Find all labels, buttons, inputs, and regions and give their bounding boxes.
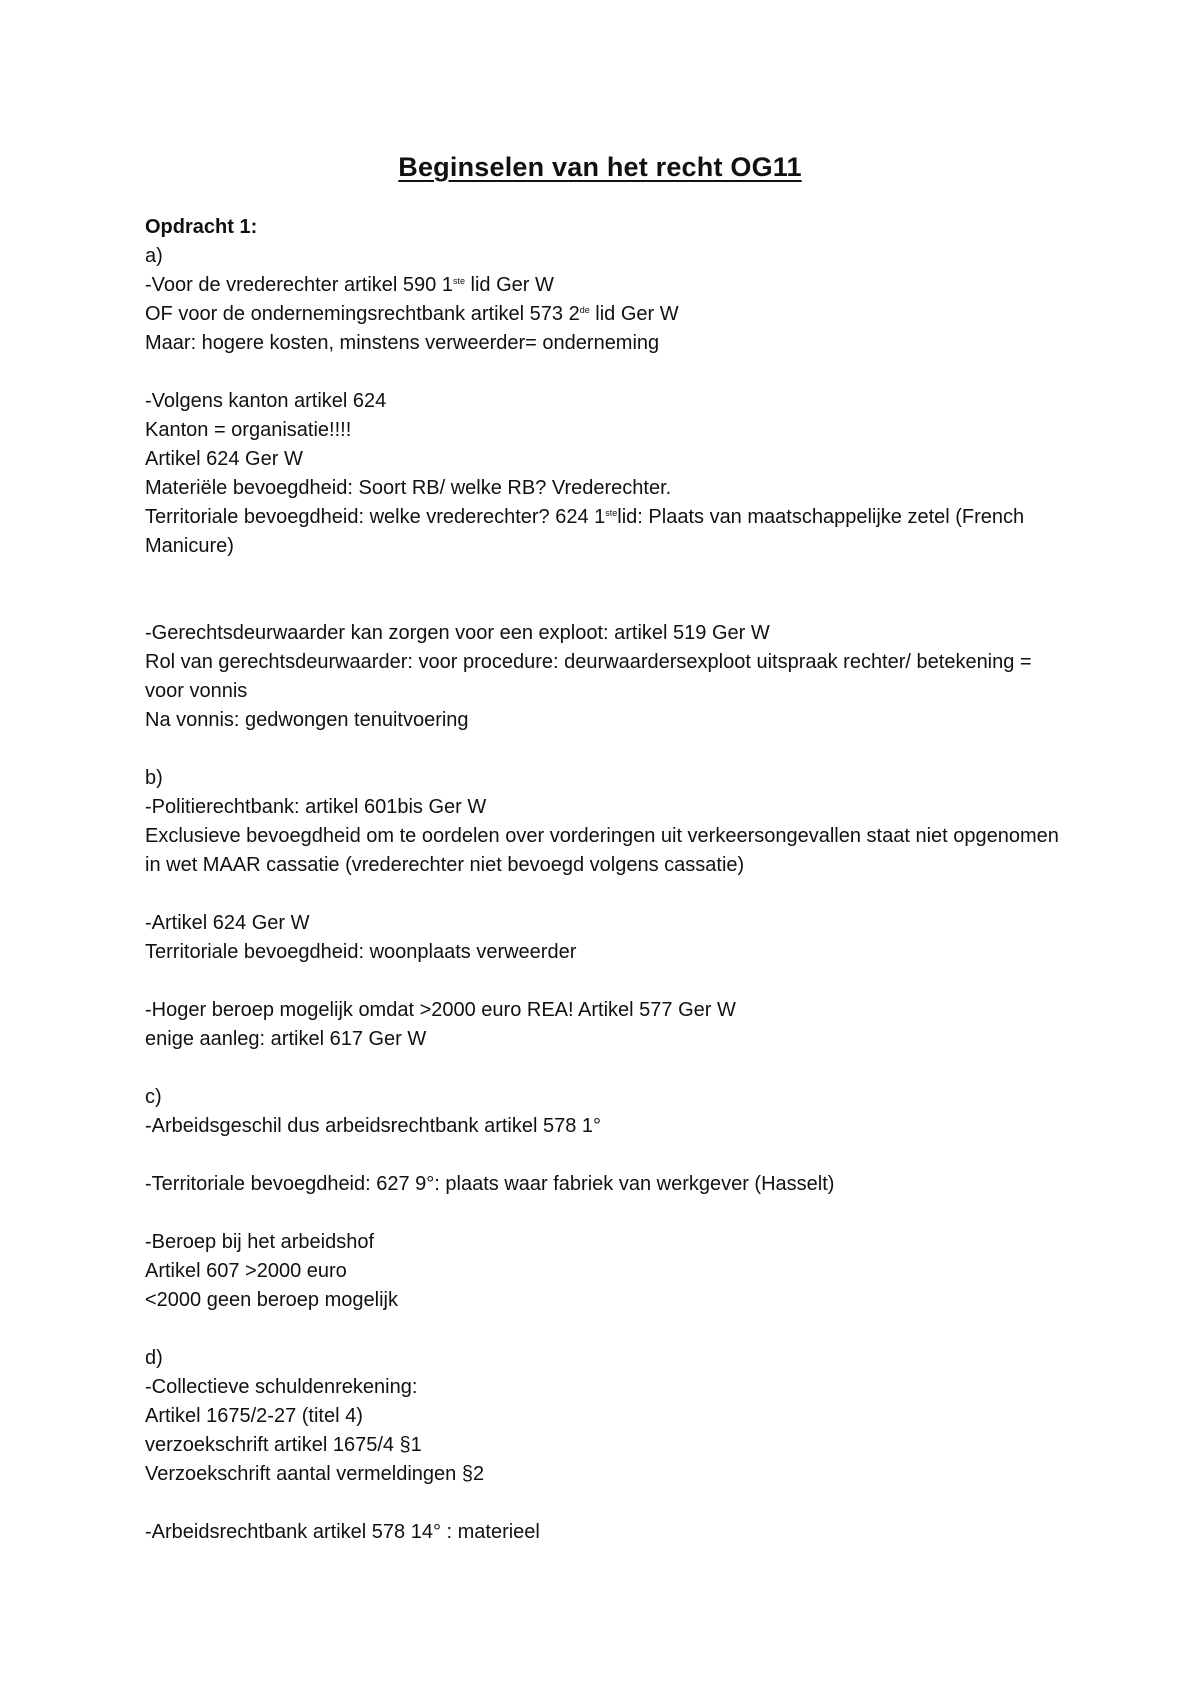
document-title: Beginselen van het recht OG11 bbox=[398, 152, 802, 182]
text-line: verzoekschrift artikel 1675/4 §1 bbox=[145, 1434, 422, 1456]
text-line: Rol van gerechtsdeurwaarder: voor procedure: deurwaardersexploot uitspraak rechter/ betekening = voor vonnis bbox=[145, 651, 1032, 702]
text-line: -Arbeidsrechtbank artikel 578 14° : materieel bbox=[145, 1521, 540, 1543]
text-line: Territoriale bevoegdheid: welke vrederechter? 624 1stelid: Plaats van maatschappelijke zetel (French Manicure) bbox=[145, 506, 1025, 557]
text-line: Territoriale bevoegdheid: woonplaats verweerder bbox=[145, 941, 577, 963]
text-line: Kanton = organisatie!!!! bbox=[145, 419, 352, 441]
text-line: -Volgens kanton artikel 624 bbox=[145, 390, 387, 412]
text-line: Exclusieve bevoegdheid om te oordelen over vorderingen uit verkeersongevallen staat niet opgenomen in wet MAAR cassatie (vrederechter niet bevoegd volgens cassatie) bbox=[145, 825, 1059, 876]
text-line: Artikel 1675/2-27 (titel 4) bbox=[145, 1405, 363, 1427]
text-line: Verzoekschrift aantal vermeldingen §2 bbox=[145, 1463, 485, 1485]
label-d: d) bbox=[145, 1347, 163, 1369]
label-a: a) bbox=[145, 245, 163, 267]
text-line: -Territoriale bevoegdheid: 627 9°: plaats waar fabriek van werkgever (Hasselt) bbox=[145, 1173, 835, 1195]
section-heading: Opdracht 1: bbox=[145, 216, 258, 238]
text-line: -Hoger beroep mogelijk omdat >2000 euro REA! Artikel 577 Ger W bbox=[145, 999, 736, 1021]
text-line: Artikel 607 >2000 euro bbox=[145, 1260, 347, 1282]
text-line: -Politierechtbank: artikel 601bis Ger W bbox=[145, 796, 487, 818]
text-line: <2000 geen beroep mogelijk bbox=[145, 1289, 398, 1311]
text-line: Artikel 624 Ger W bbox=[145, 448, 303, 470]
text-line: -Arbeidsgeschil dus arbeidsrechtbank artikel 578 1° bbox=[145, 1115, 602, 1137]
text-line: OF voor de ondernemingsrechtbank artikel 573 2de lid Ger W bbox=[145, 303, 679, 325]
text-line: enige aanleg: artikel 617 Ger W bbox=[145, 1028, 427, 1050]
text-line: -Gerechtsdeurwaarder kan zorgen voor een exploot: artikel 519 Ger W bbox=[145, 622, 770, 644]
label-b: b) bbox=[145, 767, 163, 789]
text-line: -Voor de vrederechter artikel 590 1ste lid Ger W bbox=[145, 274, 554, 296]
text-line: Materiële bevoegdheid: Soort RB/ welke RB? Vrederechter. bbox=[145, 477, 672, 499]
document-body bbox=[145, 213, 1075, 1547]
text-line: -Artikel 624 Ger W bbox=[145, 912, 310, 934]
text-line: Na vonnis: gedwongen tenuitvoering bbox=[145, 709, 469, 731]
label-c: c) bbox=[145, 1086, 162, 1108]
text-line: Maar: hogere kosten, minstens verweerder= onderneming bbox=[145, 332, 660, 354]
text-line: -Collectieve schuldenrekening: bbox=[145, 1376, 418, 1398]
text-line: -Beroep bij het arbeidshof bbox=[145, 1231, 375, 1253]
